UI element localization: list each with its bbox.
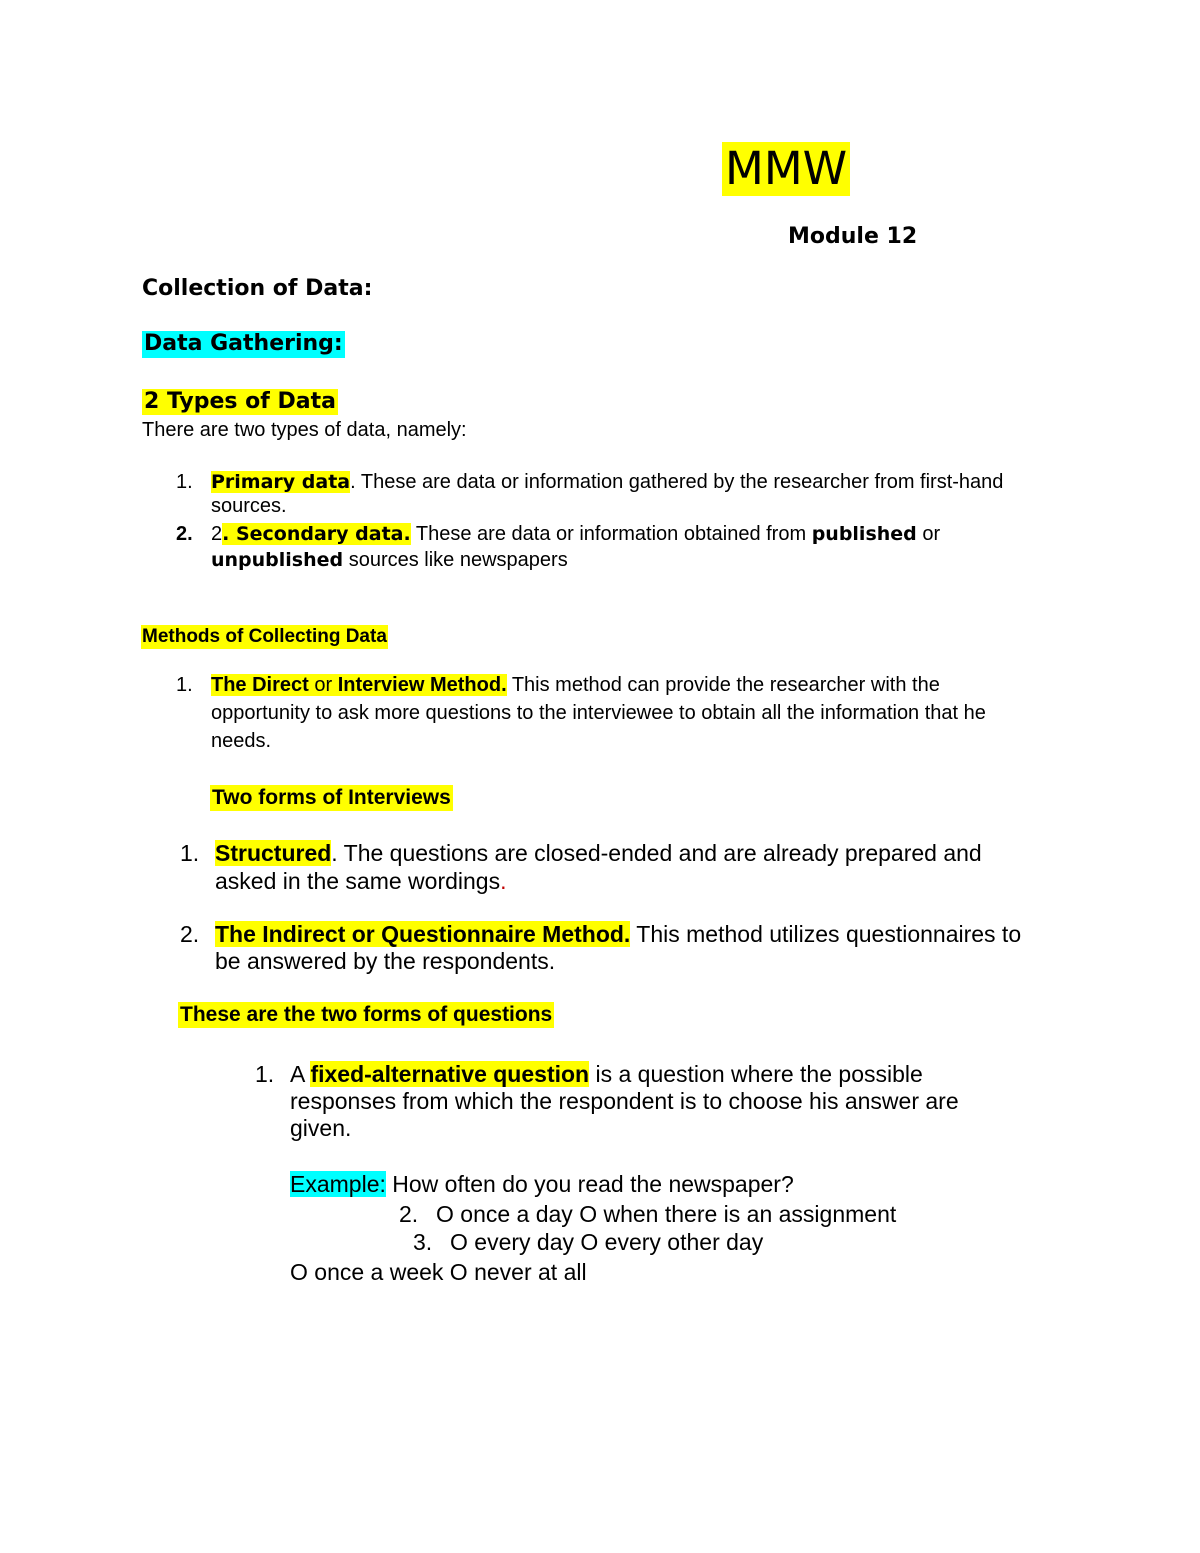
direct-method-line3: needs.: [211, 730, 272, 752]
secondary-data-text2: or: [916, 523, 941, 545]
example-option-2: O once a day O when there is an assignment: [436, 1201, 897, 1227]
interview-form-structured: [215, 840, 982, 867]
interview-form-indirect: [215, 921, 1021, 948]
question-form-fixed-alternative: [290, 1061, 923, 1088]
list-item-secondary-data: [211, 523, 940, 546]
fixed-alt-line2: responses from which the respondent is to choose his answer are: [290, 1088, 959, 1114]
interview-form-number-2: 2.: [180, 921, 200, 947]
example-option-3: O every day O every other day: [450, 1229, 764, 1255]
primary-data-term: Primary data: [211, 471, 351, 493]
type-number-2: 2.: [176, 523, 193, 545]
interview-forms-heading: Two forms of Interviews: [212, 786, 451, 809]
structured-term: Structured: [215, 840, 332, 866]
interview-form-number-1: 1.: [180, 840, 200, 866]
types-heading: 2 Types of Data: [144, 389, 336, 414]
method-number-1: 1.: [176, 674, 193, 696]
indirect-line2: be answered by the respondents.: [215, 948, 556, 974]
secondary-data-text3: sources like newspapers: [343, 549, 568, 571]
indirect-method-term: The Indirect or Questionnaire Method.: [215, 921, 631, 947]
structured-line2-text: asked in the same wordings: [215, 868, 501, 894]
example-last-line: O once a week O never at all: [290, 1259, 587, 1285]
types-intro: There are two types of data, namely:: [142, 419, 467, 441]
question-forms-heading: These are the two forms of questions: [180, 1003, 553, 1026]
fixed-alt-line3: given.: [290, 1115, 352, 1141]
fixed-alt-prefix: A: [290, 1061, 311, 1087]
method-item-direct: [211, 674, 940, 697]
example-option-number-3: 3.: [413, 1229, 433, 1255]
secondary-data-line2: [211, 549, 568, 572]
secondary-data-term: . Secondary data.: [222, 523, 411, 545]
direct-method-line2: opportunity to ask more questions to the interviewee to obtain all the information that he: [211, 702, 986, 724]
question-form-number-1: 1.: [255, 1061, 275, 1087]
example-option-number-2: 2.: [399, 1201, 419, 1227]
method-connector: or: [308, 674, 338, 696]
secondary-data-text: These are data or information obtained from: [410, 523, 812, 545]
indirect-line1: This method utilizes questionnaires to: [630, 921, 1022, 947]
methods-heading: Methods of Collecting Data: [142, 626, 387, 647]
example-label: Example:: [290, 1171, 386, 1197]
primary-data-text-line2: sources.: [211, 495, 287, 517]
subsection-heading: Data Gathering:: [144, 331, 343, 356]
module-label: Module 12: [788, 224, 918, 249]
direct-method-term: The Direct: [211, 674, 309, 696]
published-term: published: [811, 523, 917, 545]
structured-line2-period: .: [500, 868, 507, 894]
document-title: MMW: [722, 142, 850, 196]
type-number-1: 1.: [176, 471, 193, 493]
direct-method-line1: This method can provide the researcher with the: [506, 674, 940, 696]
unpublished-term: unpublished: [211, 549, 344, 571]
structured-line2: [215, 868, 507, 895]
secondary-data-prefix: 2: [211, 523, 223, 545]
fixed-alt-line1: is a question where the possible: [589, 1061, 923, 1087]
interview-method-term: Interview Method.: [337, 674, 507, 696]
example-question: How often do you read the newspaper?: [385, 1171, 794, 1197]
structured-line1: . The questions are closed-ended and are already prepared and: [331, 840, 982, 866]
section-heading: Collection of Data:: [142, 276, 373, 301]
example-line: [290, 1171, 794, 1198]
list-item-primary-data: [211, 471, 1003, 494]
fixed-alternative-term: fixed-alternative question: [310, 1061, 590, 1087]
primary-data-text: . These are data or information gathered by the researcher from first-hand: [350, 471, 1004, 493]
